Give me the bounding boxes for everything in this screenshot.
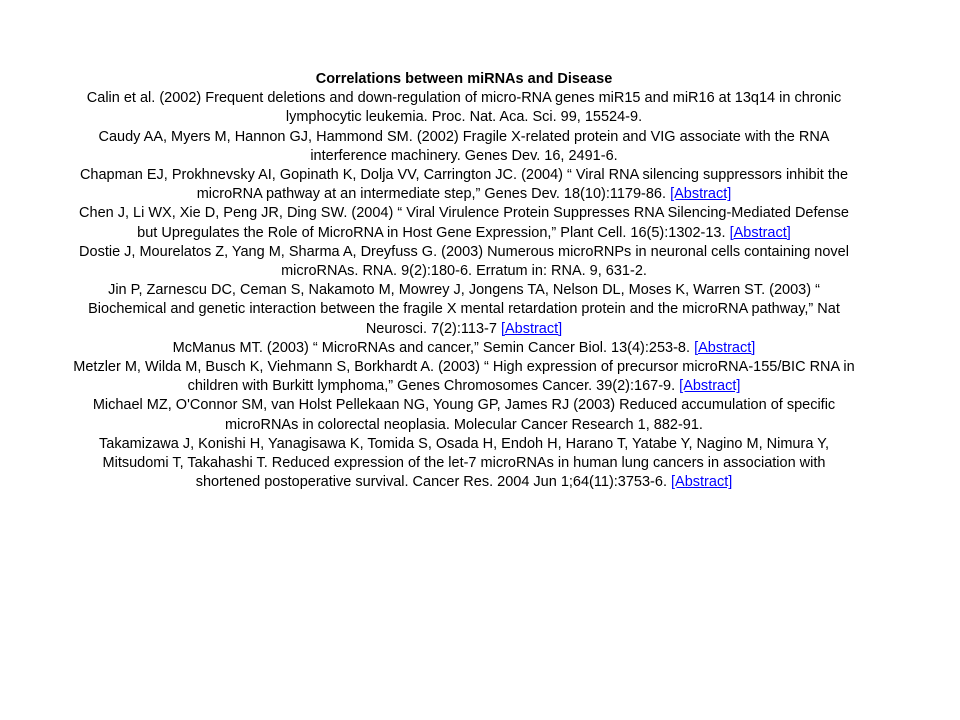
reference-item [72, 396, 856, 434]
abstract-link[interactable]: [Abstract] [729, 224, 791, 241]
reference-item [72, 281, 856, 339]
abstract-link[interactable]: [Abstract] [670, 186, 732, 203]
reference-item [72, 339, 856, 358]
reference-text: Chen J, Li WX, Xie D, Peng JR, Ding SW. (2004) “ Viral Virulence Protein Suppresses RNA Silencing-Mediated Defense but Upregulates the Role of MicroRNA in Host Gene Expression,” Plant Cell. 16(5):1302-13. [79, 205, 849, 241]
reference-text: Chapman EJ, Prokhnevsky AI, Gopinath K, Dolja VV, Carrington JC. (2004) “ Viral RNA silencing suppressors inhibit the microRNA pathway at an intermediate step,” Genes Dev. 18(10):1179-86. [79, 167, 849, 203]
reference-text: Jin P, Zarnescu DC, Ceman S, Nakamoto M, Mowrey J, Jongens TA, Nelson DL, Moses K, Warren ST. (2003) “ Biochemical and genetic interaction between the fragile X mental retardation protein and the microRNA pathway,” Nat Neurosci. 7(2):113-7 [88, 282, 840, 337]
slide-content [72, 70, 856, 492]
reference-text: Caudy AA, Myers M, Hannon GJ, Hammond SM. (2002) Fragile X-related protein and VIG associate with the RNA interference machinery. Genes Dev. 16, 2491-6. [98, 128, 830, 164]
abstract-link[interactable]: [Abstract] [694, 339, 756, 356]
reference-item [72, 89, 856, 127]
reference-item [72, 166, 856, 204]
slide-title: Correlations between miRNAs and Disease [315, 71, 613, 87]
abstract-link[interactable]: [Abstract] [679, 378, 741, 395]
reference-item [72, 243, 856, 281]
abstract-link[interactable]: [Abstract] [500, 320, 563, 337]
reference-item [72, 204, 856, 242]
reference-text: McManus MT. (2003) “ MicroRNAs and cancer,” Semin Cancer Biol. 13(4):253-8. [172, 339, 695, 356]
reference-item [72, 128, 856, 166]
reference-text: Calin et al. (2002) Frequent deletions and down-regulation of micro-RNA genes miR15 and miR16 at 13q14 in chronic lymphocytic leukemia. Proc. Nat. Aca. Sci. 99, 15524-9. [86, 90, 842, 126]
reference-text: Metzler M, Wilda M, Busch K, Viehmann S, Borkhardt A. (2003) “ High expression of precursor microRNA-155/BIC RNA in children with Burkitt lymphoma,” Genes Chromosomes Cancer. 39(2):167-9. [73, 359, 855, 395]
abstract-link[interactable]: [Abstract] [671, 474, 733, 491]
reference-item [72, 435, 856, 493]
reference-text: Takamizawa J, Konishi H, Yanagisawa K, Tomida S, Osada H, Endoh H, Harano T, Yatabe Y, Nagino M, Nimura Y, Mitsudomi T, Takahashi T. Reduced expression of the let-7 microRNAs in human lung cancers in association with shortened postoperative survival. Cancer Res. 2004 Jun 1;64(11):3753-6. [99, 435, 829, 491]
reference-item [72, 358, 856, 396]
reference-text: Dostie J, Mourelatos Z, Yang M, Sharma A, Dreyfuss G. (2003) Numerous microRNPs in neuronal cells containing novel microRNAs. RNA. 9(2):180-6. Erratum in: RNA. 9, 631-2. [79, 243, 849, 280]
reference-text: Michael MZ, O'Connor SM, van Holst Pellekaan NG, Young GP, James RJ (2003) Reduced accumulation of specific microRNAs in colorectal neoplasia. Molecular Cancer Research 1, 882-91. [92, 397, 836, 433]
